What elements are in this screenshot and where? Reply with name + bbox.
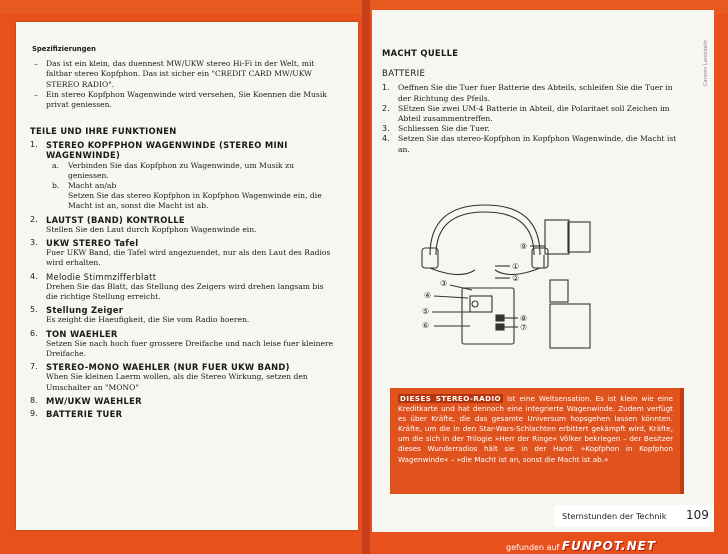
function-item-3: 3. UKW STEREO Tafel Fuer UKW Band, die Tafel wird angezuendet, nur als den Laut des Radios wird erhalten. <box>30 238 331 268</box>
spec-bullet: – Das ist ein klein, das duennest MW/UKW stereo Hi-Fi in der Welt, mit faltbar stereo Kopfphon. Das ist sicher ein "CREDIT CARD MW/UKW STEREO RADIO". <box>32 59 332 90</box>
function-item-5: 5. Stellung Zeiger Es zeight die Haeufigkeit, die Sie vom Radio hoeren. <box>30 305 250 325</box>
spec-section <box>32 44 332 110</box>
spec-bullet: – Ein stereo Kopfphon Wagenwinde wird versehen, Sie Koennen die Musik privat geniessen. <box>32 90 332 110</box>
watermark <box>506 539 656 553</box>
functions-heading: TEILE UND IHRE FUNKTIONEN <box>30 126 177 136</box>
info-box-highlight: DIESES STEREO-RADIO <box>400 394 502 403</box>
function-item-8: 8. MW/UKW WAEHLER <box>30 395 142 406</box>
battery-compartment-icon <box>550 304 590 348</box>
function-item-9: 9. BATTERIE TUER <box>30 409 123 420</box>
callout-1: ① <box>512 262 520 271</box>
battery-heading: BATTERIE <box>382 69 426 80</box>
battery-step: 3. Schliessen Sie die Tuer. <box>382 124 490 134</box>
battery-step: 4. Setzen Sie das stereo-Kopfphon in Kopfphon Wagenwinde, die Macht ist an. <box>382 134 677 154</box>
function-item-6: 6. TON WAEHLER Setzen Sie nach hoch fuer grossere Dreifache und nach leise fuer kleinere Dreifache. <box>30 328 334 359</box>
functions-section <box>30 126 336 419</box>
function-item-2: 2. LAUTST (BAND) KONTROLLE Stellen Sie den Laut durch Kopfphon Wagenwinde ein. <box>30 214 257 234</box>
spec-list <box>32 59 332 110</box>
book-fold <box>362 0 370 554</box>
callout-7: ⑦ <box>520 323 528 332</box>
sub-item: b. Macht an/ab <box>52 181 117 191</box>
function-item-4: 4. Melodie Stimmzifferblatt Drehen Sie das Blatt, das Stellung des Zeigers wird drehen langsam bis die richtige Stellung erreicht. <box>30 271 324 302</box>
power-heading: MACHT QUELLE <box>382 48 459 58</box>
function-item-7: 7. STEREO-MONO WAEHLER (NUR FUER UKW BAND) When Sie kleinen Laerm wollen, als die Stereo Wirkung, setzen den Umschalter an "MONO" <box>30 362 308 392</box>
callout-8: ⑧ <box>520 314 528 323</box>
side-view-icon <box>545 220 569 254</box>
battery-step: 1. Oeffnen Sie die Tuer fuer Batterie des Abteils, schleifen Sie die Tuer in der Richtung des Pfeils. <box>382 83 673 103</box>
callout-6: ⑥ <box>422 321 430 330</box>
watermark-prefix: gefunden auf <box>506 543 560 552</box>
photo-credit: Carsten Laresbath <box>703 40 709 86</box>
callout-5: ⑤ <box>422 307 430 316</box>
callout-9: ⑨ <box>520 242 528 251</box>
sub-item: a. Verbinden Sie das Kopfphon zu Wagenwinde, um Musik zu geniessen. <box>52 160 294 180</box>
radio-diagram <box>400 200 700 380</box>
function-item-1: 1. STEREO KOPFPHON WAGENWINDE (STEREO MINI WAGENWINDE) a. Verbinden Sie das Kopfphon zu Wagenwinde, um Musik zu geniessen. b. Macht an/ab Setzen Sie das stereo Kopfphon in Kopfphon Wagenwinde ein, die Macht ist an, sonst die Macht ist ab. <box>30 140 336 211</box>
callout-3: ③ <box>440 279 448 288</box>
footer-title: Sternstunden der Technik <box>562 511 667 521</box>
page-footer <box>554 505 714 527</box>
callout-2: ② <box>512 274 520 283</box>
spec-heading: Spezifizierungen <box>32 45 96 53</box>
sub-body: Setzen Sie das stereo Kopfphon in Kopfphon Wagenwinde ein, die Macht ist an, sonst die Macht ist ab. <box>68 191 322 211</box>
info-box-text: ist eine Weltsensation. Es ist klein wie eine Kreditkarte und hat dennoch eine integrierte Wagenwinde. Zudem verfügt es über Kräfte, die das gesamte Universum hopsgehen lassen könnten. Kräfte, um die in den Star-Wars-Schlachten erbittert gekämpft wird, Kräfte, um die sich in der Trilogie »Herr der Ringe« Völker bekriegen – der Besitzer dieses Wunderradios hält sie in der Hand: »Kopfphon in Kopfphon Wagenwinde« – »die Macht ist an, sonst die Macht ist ab.« <box>398 394 673 464</box>
info-box <box>390 388 684 494</box>
power-section <box>382 48 682 155</box>
watermark-logo: FUNPOT.NET <box>561 539 657 553</box>
callout-4: ④ <box>424 291 432 300</box>
battery-step: 2. SEtzen Sie zwei UM-4 Batterie in Abteil, die Polaritaet soll Zeichen im Abteil zusammentreffen. <box>382 103 670 124</box>
page-number: 109 <box>686 508 709 522</box>
